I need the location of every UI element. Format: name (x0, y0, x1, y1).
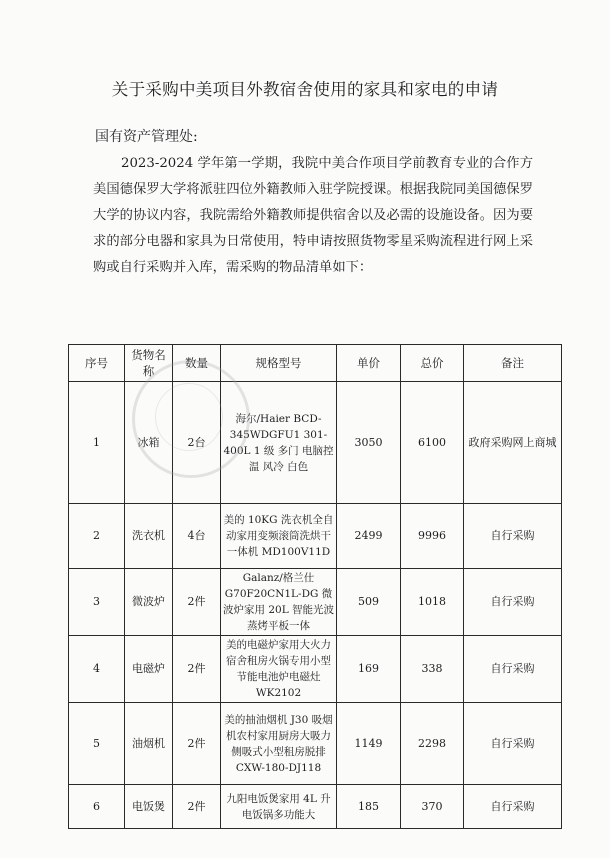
header-no: 序号 (69, 345, 125, 382)
faded-seal (132, 360, 250, 478)
faded-seal-inner-ring (155, 383, 223, 451)
header-spec: 规格型号 (221, 345, 337, 382)
cell-no: 1 (69, 382, 125, 504)
cell-price: 3050 (337, 382, 401, 504)
cell-name: 油烟机 (125, 703, 173, 785)
document-title: 关于采购中美项目外教宿舍使用的家具和家电的申请 (111, 80, 499, 99)
cell-total: 1018 (401, 569, 464, 636)
header-total: 总价 (401, 345, 464, 382)
cell-spec: 美的电磁炉家用大火力宿舍租房火锅专用小型节能电池炉电磁灶 WK2102 (221, 636, 337, 703)
cell-note: 政府采购网上商城 (464, 382, 562, 504)
table-header-row (69, 345, 562, 382)
cell-name: 冰箱 (125, 382, 173, 504)
cell-spec: 九阳电饭煲家用 4L 升电饭锅多功能大 (221, 785, 337, 829)
cell-no: 5 (69, 703, 125, 785)
cell-no: 3 (69, 569, 125, 636)
cell-note: 自行采购 (464, 636, 562, 703)
cell-price: 185 (337, 785, 401, 829)
cell-spec: 海尔/Haier BCD-345WDGFU1 301-400L 1 级 多门 电脑控温 风冷 白色 (221, 382, 337, 504)
table-row (69, 569, 562, 636)
cell-price: 2499 (337, 504, 401, 569)
table-row (69, 785, 562, 829)
header-qty: 数量 (173, 345, 221, 382)
cell-no: 4 (69, 636, 125, 703)
cell-price: 1149 (337, 703, 401, 785)
cell-name: 电饭煲 (125, 785, 173, 829)
cell-note: 自行采购 (464, 504, 562, 569)
cell-name: 微波炉 (125, 569, 173, 636)
cell-qty: 2件 (173, 636, 221, 703)
cell-no: 2 (69, 504, 125, 569)
cell-total: 9996 (401, 504, 464, 569)
cell-total: 338 (401, 636, 464, 703)
cell-total: 6100 (401, 382, 464, 504)
cell-note: 自行采购 (464, 569, 562, 636)
cell-spec: 美的抽油烟机 J30 吸烟机农村家用厨房大吸力侧吸式小型租房脱排 CXW-180-DJ118 (221, 703, 337, 785)
header-price: 单价 (337, 345, 401, 382)
header-note: 备注 (464, 345, 562, 382)
table-row (69, 636, 562, 703)
header-name: 货物名称 (125, 345, 173, 382)
cell-total: 2298 (401, 703, 464, 785)
body-paragraph: 2023-2024 学年第一学期，我院中美合作项目学前教育专业的合作方美国德保罗大学将派驻四位外籍教师入驻学院授课。根据我院同美国德保罗大学的协议内容，我院需给外籍教师提供宿舍以及必需的设施设备。因为要求的部分电器和家具为日常使用，特申请按照货物零星采购流程进行网上采购或自行采购并入库，需采购的物品清单如下： (93, 156, 533, 275)
cell-spec: Galanz/格兰仕 G70F20CN1L-DG 微波炉家用 20L 智能光波蒸烤平板一体 (221, 569, 337, 636)
cell-qty: 2台 (173, 382, 221, 504)
cell-price: 169 (337, 636, 401, 703)
cell-price: 509 (337, 569, 401, 636)
cell-qty: 2件 (173, 703, 221, 785)
cell-name: 洗衣机 (125, 504, 173, 569)
cell-qty: 2件 (173, 785, 221, 829)
cell-total: 370 (401, 785, 464, 829)
cell-qty: 4台 (173, 504, 221, 569)
salutation: 国有资产管理处: (95, 129, 198, 145)
cell-qty: 2件 (173, 569, 221, 636)
cell-name: 电磁炉 (125, 636, 173, 703)
table-row (69, 703, 562, 785)
cell-spec: 美的 10KG 洗衣机全自动家用变频滚筒洗烘干一体机 MD100V11D (221, 504, 337, 569)
cell-note: 自行采购 (464, 785, 562, 829)
cell-note: 自行采购 (464, 703, 562, 785)
cell-no: 6 (69, 785, 125, 829)
table-row (69, 504, 562, 569)
